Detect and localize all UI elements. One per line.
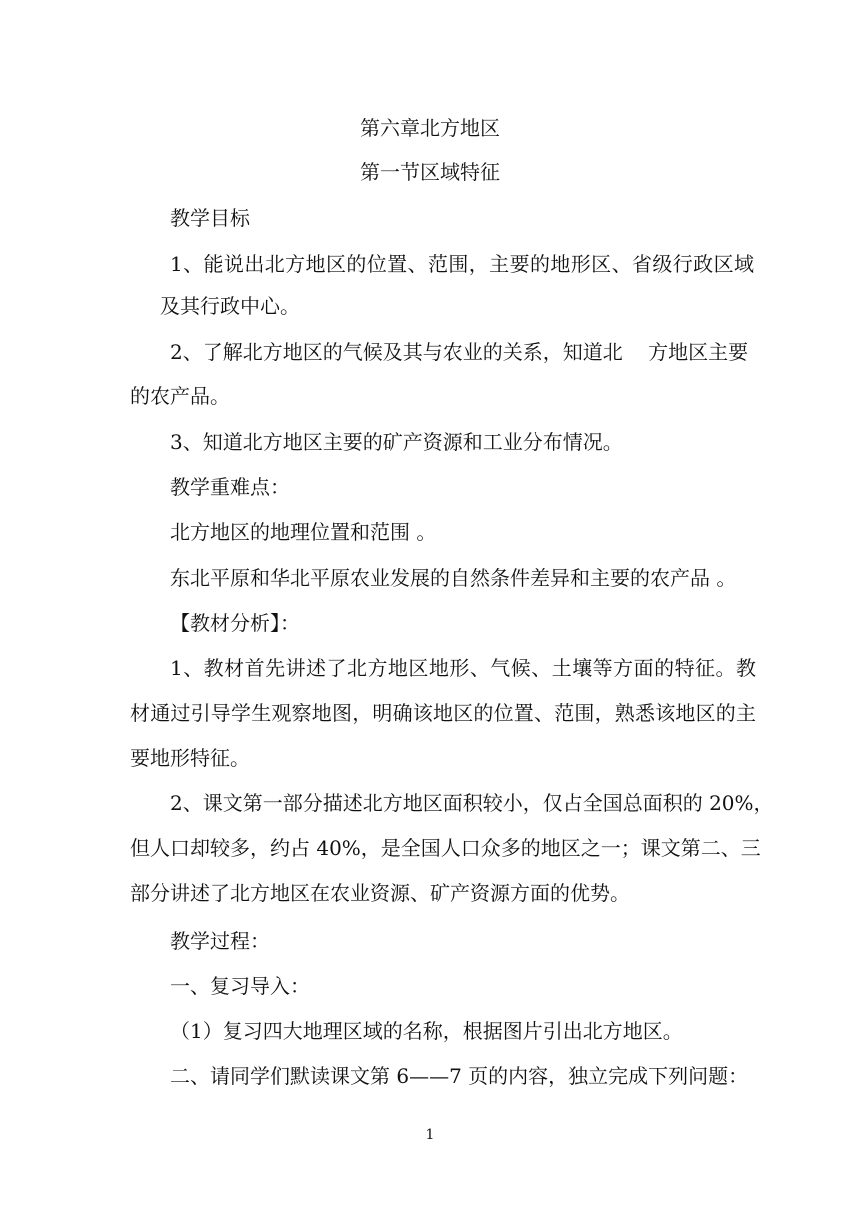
objective-2-line-2: 的农产品。 — [130, 384, 230, 408]
analysis-1-line-2: 材通过引导学生观察地图，明确该地区的位置、范围，熟悉该地区的主 — [130, 701, 756, 725]
analysis-1-line-1: 1、教材首先讲述了北方地区地形、气候、土壤等方面的特征。教 — [170, 656, 756, 680]
analysis-2-line-3: 部分讲述了北方地区在农业资源、矿产资源方面的优势。 — [130, 881, 630, 905]
analysis-1-line-3: 要地形特征。 — [130, 746, 250, 770]
page-number: 1 — [425, 1127, 435, 1143]
analysis-2-line-2: 但人口却较多，约占 40%，是全国人口众多的地区之一；课文第二、三 — [130, 836, 761, 860]
step-1-heading: 一、复习导入： — [170, 974, 310, 998]
step-1-item: （1）复习四大地理区域的名称，根据图片引出北方地区。 — [170, 1019, 683, 1043]
key-point-2: 东北平原和华北平原农业发展的自然条件差异和主要的农产品 。 — [170, 566, 737, 590]
chapter-title: 第六章北方地区 — [360, 116, 500, 140]
objectives-heading: 教学目标 — [170, 206, 250, 230]
section-title: 第一节区域特征 — [360, 160, 500, 184]
objective-1-line-1: 1、能说出北方地区的位置、范围，主要的地形区、省级行政区域 — [170, 252, 754, 276]
analysis-2-line-1: 2、课文第一部分描述北方地区面积较小，仅占全国总面积的 20%， — [170, 791, 774, 815]
analysis-heading: 【教材分析】： — [170, 611, 300, 635]
step-2-heading: 二、请同学们默读课文第 6——7 页的内容，独立完成下列问题： — [170, 1064, 749, 1088]
process-heading: 教学过程： — [170, 929, 270, 953]
objective-2-line-1: 2、了解北方地区的气候及其与农业的关系，知道北 方地区主要 — [170, 340, 749, 364]
key-point-1: 北方地区的地理位置和范围 。 — [170, 520, 437, 544]
objective-3: 3、知道北方地区主要的矿产资源和工业分布情况。 — [170, 430, 623, 454]
objective-1-line-2: 及其行政中心。 — [160, 294, 300, 318]
key-points-heading: 教学重难点： — [170, 475, 290, 499]
